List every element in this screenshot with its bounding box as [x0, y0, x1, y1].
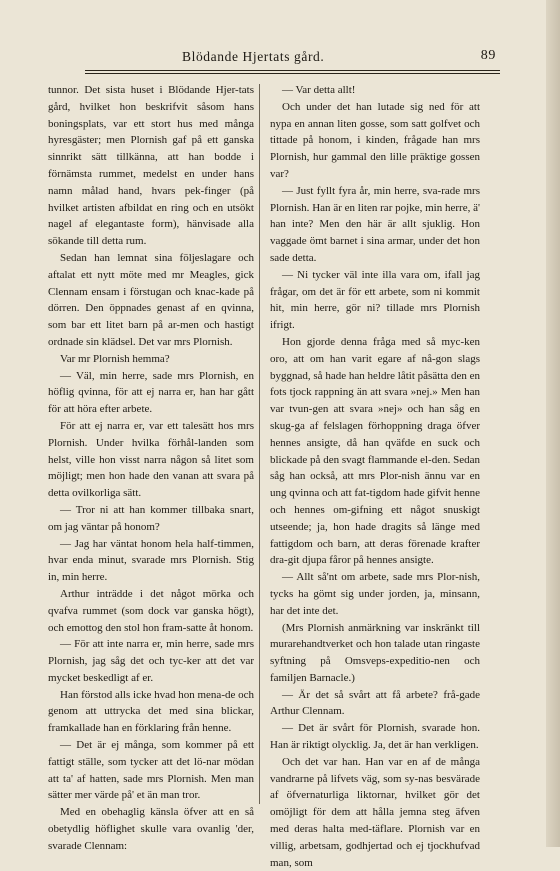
paragraph: Var mr Plornish hemma? [60, 352, 170, 365]
paragraph: Och under det han lutade sig ned för att nypa en annan liten gosse, som satt golfvet och tittade på honom, i kinden, frågade han mrs Plornish, hur gammal den lille präktige gossen var? [270, 100, 480, 180]
paragraph: — Ni tycker väl inte illa vara om, ifall jag frågar, om det är för ett arbete, som ni kommit hit, min herre, gör ni? tillade mrs Plornish ifrigt. [270, 268, 480, 332]
paragraph: — Det är svårt för Plornish, svarade hon. Han är riktigt olycklig. Ja, det är han verkligen. [270, 722, 480, 752]
paragraph: — Tror ni att han kommer tillbaka snart, om jag väntar på honom? [48, 503, 254, 533]
paragraph: — Allt så'nt om arbete, sade mrs Plor-nish, tycks ha gömt sig under jorden, ja, minsann, har det inte det. [270, 571, 480, 617]
paragraph: — För att inte narra er, min herre, sade mrs Plornish, jag såg det och tyc-ker att det var mycket beskedligt af er. [48, 638, 254, 684]
page-number: 89 [480, 48, 496, 63]
paragraph: — Var detta allt! [282, 84, 356, 96]
paragraph: Med en obehaglig känsla öfver att en så obetydlig höflighet skulle vara ovanlig 'der, svarade Clennam: [48, 806, 254, 852]
paragraph: Sedan han lemnat sina följeslagare och aftalat ett nytt möte med mr Meagles, gick Clennam ensam i förstugan och knac-kade på dörren. Den öppnades genast af en qvinna, som bar ett litet barn på ar-men och hastigt ordnade sin klädsel. Det var mrs Plornish. [48, 251, 254, 348]
paragraph: — Jag har väntat honom hela half-timmen, hvar enda minut, svarade mrs Plornish. Stig in, min herre. [48, 537, 254, 584]
paragraph: (Mrs Plornish anmärkning var inskränkt till murarehandtverket och hon talade utan ringaste syftning på Omsveps-expeditio-nen och familjen Barnacle.) [270, 621, 480, 684]
paragraph: — Är det så svårt att få arbete? frå-gade Arthur Clennam. [270, 688, 480, 718]
paragraph: Arthur inträdde i det något mörka och qvafva rummet (som dock var ganska högt), och emottog den stol hon fram-satte åt honom. [48, 587, 254, 634]
running-header [92, 47, 498, 69]
running-title: Blödande Hjertats gård. [182, 49, 325, 64]
paragraph: — Det är ej många, som kommer på ett fattigt ställe, som tycker att det lö-nar mödan att ta' af hatten, sade mrs Plornish. Men man sätter mer värde på' et än man tror. [48, 739, 254, 802]
paragraph: tunnor. Det sista huset i Blödande Hjer-tats gård, hvilket hon beskrifvit såsom hans boningsplats, var ett stort hus med många hyresgäster; men Plornish gaf på ett ganska sinnrikt sätt tillkänna, att han bodde i förnämsta rummet, medelst en under hans namn målad hand, hvars pek-finger (på hvilket artisten afbildat en ring och en utsökt nagel af elegantaste form), hänvisade alla sökande till detta rum. [48, 84, 254, 248]
column-divider [259, 84, 260, 804]
paragraph: Hon gjorde denna fråga med så myc-ken oro, att om han varit egare af nå-gon slags byggnad, så hade han heldre låtit påsätta den en fots tjock rappning än att svara »nej.» Men han var tvun-gen att svara »nej» och han såg en skug-ga af felslagen förhoppning draga öfver hennes ansigte, då han qväfde en suck och blickade på den svagt flammande el-den. Sedan såg han också, att mrs Plor-nish ännu var en ung qvinna och att fat-tigdom hade gifvit henne och hennes om-gifning ett något snuskigt utseende; ja, hon hade dragits så länge med fattigdom och barn, att deras förenade krafter dra-git djupa fåror på hennes ansigte. [270, 335, 480, 567]
right-column [270, 82, 480, 871]
page-edge [546, 0, 560, 847]
paragraph: — Väl, min herre, sade mrs Plornish, en höflig qvinna, för att ej narra er, han har gått för att höra efter arbete. [48, 369, 254, 416]
paragraph: Och det var han. Han var en af de många vandrarne på lifvets väg, som sy-nas besvärade af öfvernaturliga liktornar, hvilket gör det omöjligt för dem att hålla jemna steg äfven med deras halta med-täflare. Plornish var en villig, arbetsam, godhjertad och ej tjockhufvad man, som [270, 755, 480, 869]
header-rule [85, 70, 500, 71]
paragraph: — Just fyllt fyra år, min herre, sva-rade mrs Plornish. Han är en liten rar pojke, min herre, ä' han inte? Men den här är allt sjuklig. Hon vaggade ömt barnet i sina armar, under det hon sade detta. [270, 184, 480, 264]
paragraph: För att ej narra er, var ett talesätt hos mrs Plornish. Under hvilka förhål-landen som helst, ville hon visst narra någon så litet som möjligt; men hon hade den vanan att svara på detta ovilkorliga sätt. [48, 419, 254, 500]
header-rule-thin [85, 73, 500, 74]
paragraph: Han förstod alls icke hvad hon mena-de och genom att uttrycka det med sina blickar, framkallade han en förklaring från henne. [48, 688, 254, 735]
left-column [48, 82, 254, 855]
